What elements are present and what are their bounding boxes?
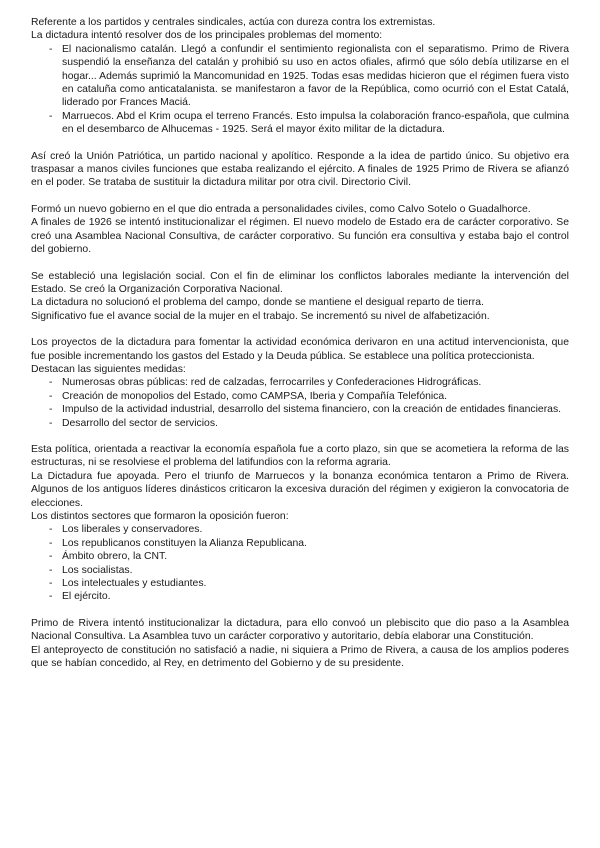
paragraph: El anteproyecto de constitución no satisfació a nadie, ni siquiera a Primo de Rivera, a causa de los amplios poderes que se habían concedido, al Rey, en detrimento del Gobierno y de su presidente. [31,644,569,670]
opposition-list [31,523,569,603]
paragraph: Los proyectos de la dictadura para fomentar la actividad económica derivaron en una actitud intervencionista, que fue posible incrementando los gastos del Estado y la Deuda pública. Se establece una política proteccionista. [31,337,569,362]
paragraph: Esta política, orientada a reactivar la economía española fue a corto plazo, sin que se acometiera la reforma de las estructuras, ni se resolviese el problema del latifundios con la reforma agraria. [31,443,569,469]
list-item: - Numerosas obras públicas: red de calzadas, ferrocarriles y Confederaciones Hidrográficas. [31,376,569,389]
list-item: - Marruecos. Abd el Krim ocupa el terreno Francés. Esto impulsa la colaboración franco-española, que culmina en el desembarco de Alhucemas - 1925. Será el mayor éxito militar de la dictadura. [31,110,569,137]
paragraph: Formó un nuevo gobierno en el que dio entrada a personalidades civiles, como Calvo Sotelo o Guadalhorce. [31,203,531,215]
list-item: - El nacionalismo catalán. Llegó a confundir el sentimiento regionalista con el separatismo. Primo de Rivera suspendió la enseñanza del catalán y prohibió su uso en actos ofiales, afirmó que sólo debía utilizarse en el hogar... Además suprimió la Mancomunidad en 1925. Todas esas medidas hicieron que el régimen fuera visto en cataluña como anticatalanista. se manifestaron a favor de la República, como ocurrió con el Estat Catalá, liderado por Frances Maciá. [31,43,569,110]
problems-list [31,43,569,137]
list-item: - Los liberales y conservadores. [31,523,569,536]
list-item: - Los republicanos constituyen la Alianza Republicana. [31,537,569,550]
paragraph: Así creó la Unión Patriótica, un partido nacional y apolítico. Responde a la idea de partido único. Su objetivo era traspasar a manos civiles funciones que estaba realizando el ejército. A finales de 1925 Primo de Rivera se afianzó en el poder. Se trataba de sustituir la dictadura militar por otra civil. Directorio Civil. [31,150,569,189]
list-item: - Creación de monopolios del Estado, como CAMPSA, Iberia y Compañía Telefónica. [31,390,569,403]
paragraph: Primo de Rivera intentó institucionalizar la dictadura, para ello convoó un plebiscito que dio paso a la Asamblea Nacional Consultiva. La Asamblea tuvo un carácter corporativo y autoritario, debía elaborar una Constitución. [31,617,569,643]
list-item: - El ejército. [31,590,569,603]
paragraph: La dictadura no solucionó el problema del campo, donde se mantiene el desigual reparto de tierra. [31,297,484,309]
list-item: - Impulso de la actividad industrial, desarrollo del sistema financiero, con la creación de entidades financieras. [31,403,569,416]
list-item: - Ámbito obrero, la CNT. [31,550,569,563]
paragraph: Destacan las siguientes medidas: [31,363,186,375]
measures-list [31,376,569,430]
document-page [31,16,569,670]
paragraph: La dictadura intentó resolver dos de los principales problemas del momento: [31,30,383,42]
paragraph: Referente a los partidos y centrales sindicales, actúa con dureza contra los extremistas. [31,17,436,28]
paragraph: Significativo fue el avance social de la mujer en el trabajo. Se incrementó su nivel de alfabetización. [31,310,490,322]
paragraph: Se estableció una legislación social. Con el fin de eliminar los conflictos laborales mediante la intervención del Estado. Se creó la Organización Corporativa Nacional. [31,270,569,295]
list-item: - Los intelectuales y estudiantes. [31,577,569,590]
paragraph: A finales de 1926 se intentó institucionalizar el régimen. El nuevo modelo de Estado era de carácter corporativo. Se creó una Asamblea Nacional Consultiva, de carácter corporativo. Su función era consultiva y estaba bajo el control del gobierno. [31,217,569,256]
paragraph: Los distintos sectores que formaron la oposición fueron: [31,511,289,522]
list-item: - Los socialistas. [31,564,569,577]
paragraph: La Dictadura fue apoyada. Pero el triunfo de Marruecos y la bonanza económica tentaron a Primo de Rivera. Algunos de los antiguos líderes dinásticos criticaron la excesiva duración del régimen y exigieron la convocatoria de elecciones. [31,470,569,509]
list-item: - Desarrollo del sector de servicios. [31,417,569,430]
